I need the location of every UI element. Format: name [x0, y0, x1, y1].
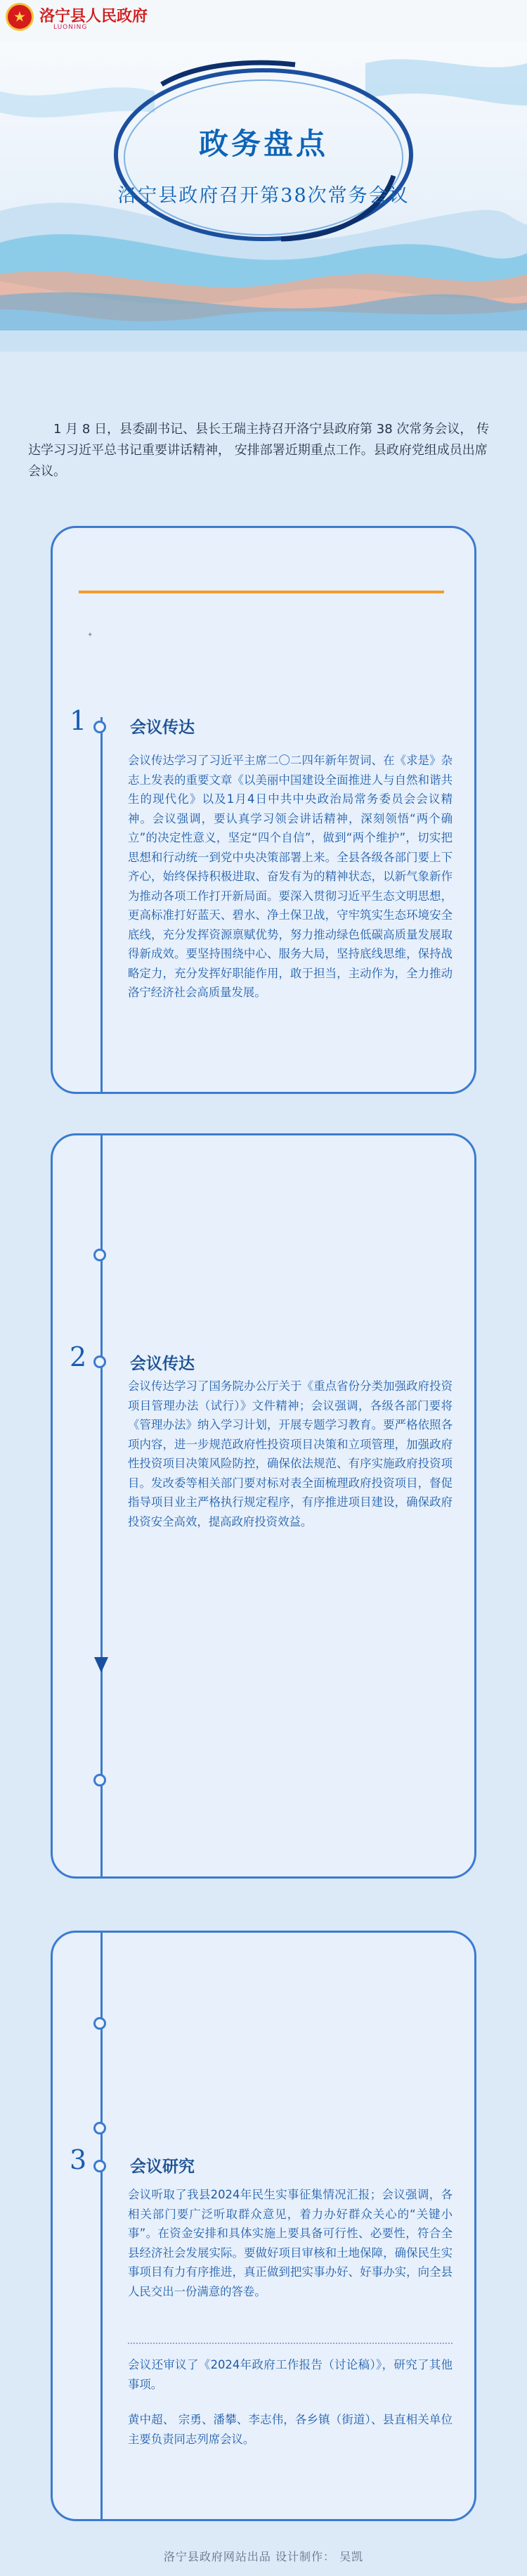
timeline-node	[93, 1249, 106, 1261]
section-text-2: 会议传达学习了国务院办公厅关于《重点省份分类加强政府投资项目管理办法（试行）》文件精神；会议强调，各级各部门要将《管理办法》纳入学习计划，开展专题学习教育。要严格依照各项内容，进一步规范政府性投资项目决策和立项管理，加强政府性投资项目决策风险防控，确保依法规范、有序实施政府投资项目。发改委等相关部门要对标对表全面梳理政府投资项目，督促指导项目业主严格执行规定程序，有序推进项目建设，确保政府投资安全高效，提高政府投资效益。	[128, 1379, 453, 1528]
timeline-node	[93, 2160, 106, 2172]
timeline-node	[93, 1774, 106, 1786]
small-dot-icon: ✦	[87, 631, 93, 639]
org-name: 洛宁县人民政府	[39, 8, 148, 25]
section-number-1: 1	[70, 705, 87, 736]
section-title-3: 会议研究	[130, 2158, 195, 2176]
footer-credit: 洛宁县政府网站出品 设计制作： 吴凯	[163, 2550, 364, 2563]
page-subtitle: 洛宁县政府召开第38次常务会议	[117, 185, 410, 207]
section-number-2: 2	[70, 1341, 87, 1372]
timeline-node	[93, 2017, 106, 2030]
arrow-down-icon	[94, 1657, 108, 1673]
section-number-3: 3	[70, 2144, 87, 2175]
section-extra-3: 会议还审议了《2024年政府工作报告（讨论稿）》，研究了其他事项。	[128, 2358, 453, 2391]
timeline-line-1	[100, 717, 103, 1094]
section-title-1: 会议传达	[130, 719, 195, 737]
attendees-text: 黄中超、 宗勇、潘攀、李志伟，各乡镇（街道）、县直相关单位主要负责同志列席会议。	[128, 2413, 453, 2446]
dotted-divider	[128, 2343, 453, 2344]
timeline-node	[93, 1355, 106, 1368]
orange-divider	[79, 591, 444, 593]
page-title: 政务盘点	[198, 127, 328, 161]
intro-paragraph: 1 月 8 日，县委副书记、县长王瑞主持召开洛宁县政府第 38 次常务会议， 传达学习习近平总书记重要讲话精神， 安排部署近期重点工作。县政府党组成员出席会议。	[28, 422, 490, 479]
section-text-3: 会议听取了我县2024年民生实事征集情况汇报；会议强调，各相关部门要广泛听取群众意见，着力办好群众关心的“关键小事”。在资金安排和具体实施上要具备可行性、必要性，符合全县经济社会发展实际。要做好项目审核和土地保障，确保民生实事项目有力有序推进，真正做到把实事办好、好事办实，向全县人民交出一份满意的答卷。	[128, 2188, 453, 2298]
timeline-node	[93, 2122, 106, 2134]
org-subtitle: LUONING	[53, 24, 88, 31]
section-title-2: 会议传达	[130, 1355, 195, 1373]
timeline-node	[93, 721, 106, 733]
timeline-line-2	[100, 1133, 103, 1879]
national-emblem-icon: ★	[6, 3, 34, 31]
hero-banner	[0, 0, 527, 352]
section-text-1: 会议传达学习了习近平主席二〇二四年新年贺词、在《求是》杂志上发表的重要文章《以美丽中国建设全面推进人与自然和谐共生的现代化》以及1月4日中共中央政治局常务委员会会议精神。会议强调，要认真学习领会讲话精神，深刻领悟“两个确立”的决定性意义，坚定“四个自信”，做到“两个维护”，切实把思想和行动统一到党中央决策部署上来。全县各级各部门要上下齐心，始终保持积极进取、奋发有为的精神状态，以新气象新作为推动各项工作打开新局面。要深入贯彻习近平生态文明思想，更高标准打好蓝天、碧水、净土保卫战，守牢筑实生态环境安全底线，充分发挥资源禀赋优势，努力推动绿色低碳高质量发展取得新成效。要坚持围绕中心、服务大局，坚持底线思维，保持战略定力，充分发挥好职能作用，敢于担当，主动作为，全力推动洛宁经济社会高质量发展。	[128, 754, 453, 999]
